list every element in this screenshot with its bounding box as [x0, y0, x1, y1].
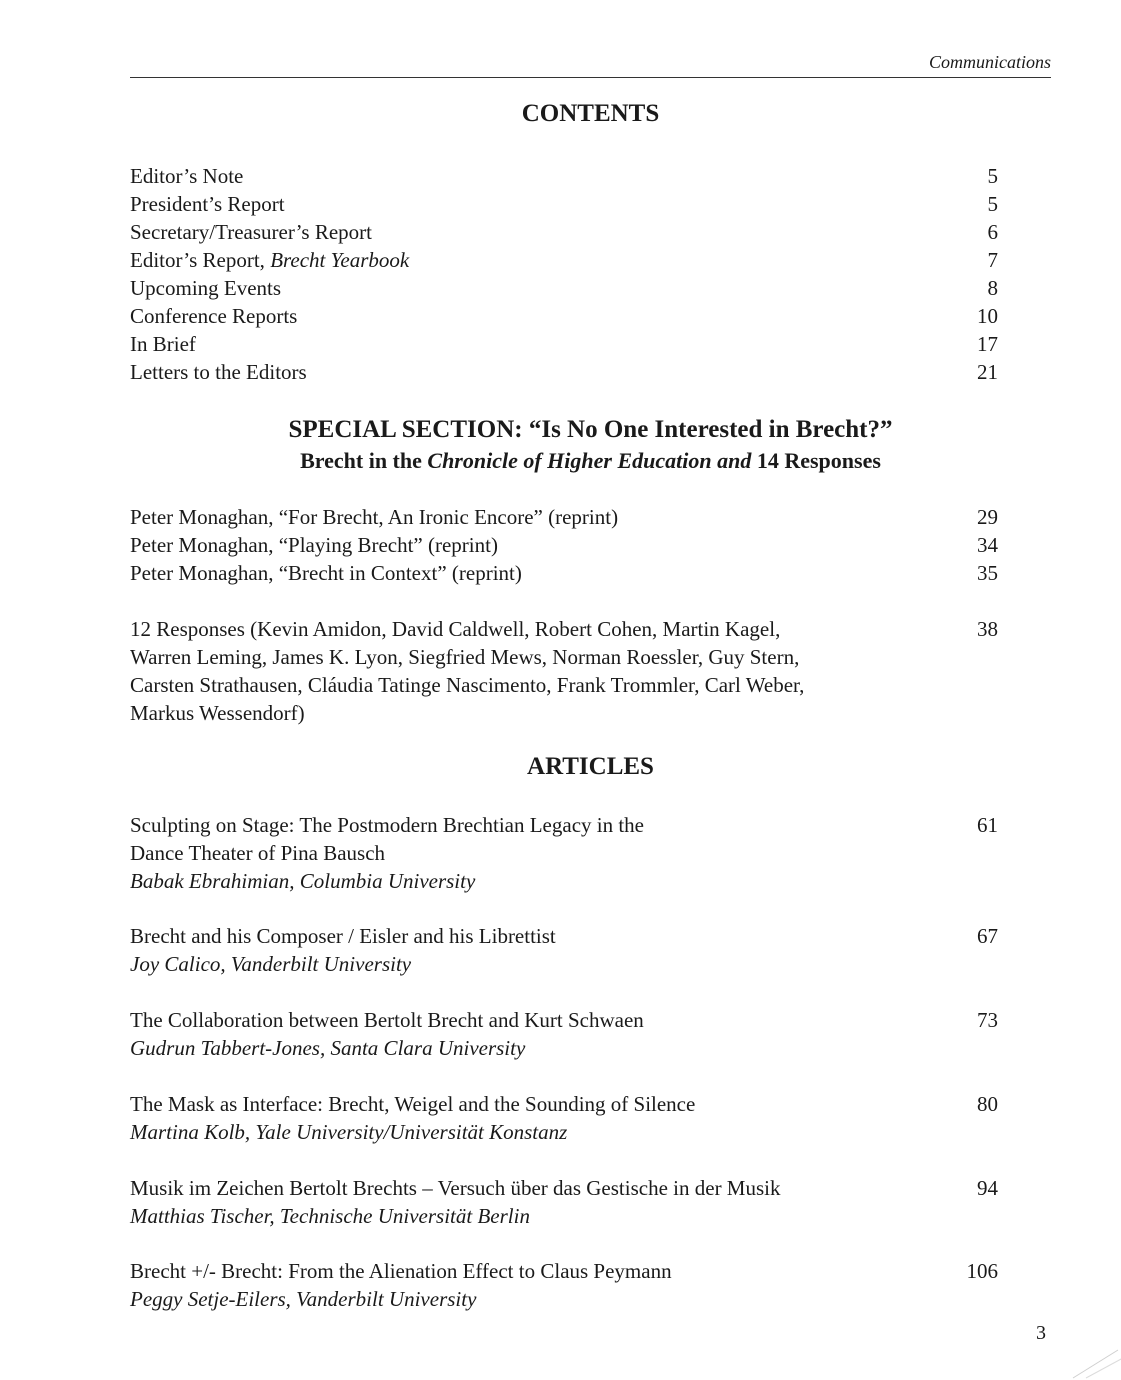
articles-heading: ARTICLES: [527, 753, 654, 780]
toc-entry-title: Conference Reports: [130, 304, 298, 328]
toc-entry-page: 6: [987, 220, 998, 244]
toc-entry-page: 10: [977, 304, 998, 328]
toc-entry[interactable]: [130, 330, 998, 358]
article-entry[interactable]: [130, 1174, 998, 1230]
page-number: 3: [1036, 1322, 1046, 1344]
special-section-title: SPECIAL SECTION: “Is No One Interested in Brecht?”: [288, 416, 893, 443]
toc-entry-title: Upcoming Events: [130, 276, 282, 300]
article-title-line: The Mask as Interface: Brecht, Weigel and the Sounding of Silence: [130, 1092, 696, 1116]
toc-entry[interactable]: [130, 358, 998, 386]
toc-entry[interactable]: [130, 190, 998, 218]
article-author: Babak Ebrahimian, Columbia University: [130, 869, 476, 893]
toc-entry-page: 21: [977, 360, 998, 384]
toc-entry-page: 8: [987, 276, 998, 300]
article-title-line: Sculpting on Stage: The Postmodern Brechtian Legacy in the: [130, 813, 645, 837]
article-title-line: Brecht +/- Brecht: From the Alienation Effect to Claus Peymann: [130, 1259, 672, 1283]
toc-entry-page: 5: [987, 192, 998, 216]
article-page: 67: [977, 924, 998, 948]
article-author: Joy Calico, Vanderbilt University: [130, 952, 412, 976]
toc-entry[interactable]: [130, 531, 998, 559]
toc-entry-page: 17: [977, 332, 998, 356]
toc-entry-title-italic: Brecht Yearbook: [270, 248, 410, 272]
special-sub-part2: 14 Responses: [751, 448, 881, 473]
contents-heading: CONTENTS: [521, 100, 660, 127]
article-author: Peggy Setje-Eilers, Vanderbilt University: [130, 1287, 477, 1311]
toc-entry[interactable]: [130, 274, 998, 302]
toc-entry-title: Editor’s Note: [130, 164, 244, 188]
article-entry[interactable]: [130, 811, 998, 895]
toc-entry[interactable]: [130, 246, 998, 274]
article-author: Matthias Tischer, Technische Universität Berlin: [130, 1204, 530, 1228]
article-title-line: Brecht and his Composer / Eisler and his Librettist: [130, 924, 556, 948]
article-entry[interactable]: [130, 1090, 998, 1146]
toc-entry-responses[interactable]: [130, 615, 998, 727]
toc-entry-page: 34: [977, 533, 998, 557]
toc-entry-title: President’s Report: [130, 192, 285, 216]
responses-line: 12 Responses (Kevin Amidon, David Caldwell, Robert Cohen, Martin Kagel,: [130, 617, 781, 641]
toc-entry[interactable]: [130, 559, 998, 587]
responses-line: Carsten Strathausen, Cláudia Tatinge Nascimento, Frank Trommler, Carl Weber,: [130, 673, 805, 697]
article-title-line: The Collaboration between Bertolt Brecht and Kurt Schwaen: [130, 1008, 644, 1032]
toc-entry[interactable]: [130, 162, 998, 190]
article-entry[interactable]: [130, 922, 998, 978]
article-page: 73: [977, 1008, 998, 1032]
header-rule: [130, 77, 1051, 78]
toc-entry-page: 38: [977, 617, 998, 641]
toc-entry-page: 29: [977, 505, 998, 529]
toc-entry-title: Peter Monaghan, “Brecht in Context” (reprint): [130, 561, 522, 585]
article-page: 106: [966, 1259, 998, 1283]
article-title-line: Dance Theater of Pina Bausch: [130, 841, 386, 865]
toc-entry-page: 7: [987, 248, 998, 272]
article-page: 61: [977, 813, 998, 837]
toc-entry-title-prefix: Editor’s Report,: [130, 248, 271, 272]
toc-entry-title: Secretary/Treasurer’s Report: [130, 220, 373, 244]
special-sub-italic: Chronicle of Higher Education and: [427, 448, 752, 473]
special-sub-part1: Brecht in the: [300, 448, 428, 473]
toc-entry-title: Peter Monaghan, “Playing Brecht” (reprint): [130, 533, 498, 557]
responses-line: Warren Leming, James K. Lyon, Siegfried Mews, Norman Roessler, Guy Stern,: [130, 645, 800, 669]
article-entry[interactable]: [130, 1257, 998, 1313]
article-entry[interactable]: [130, 1006, 998, 1062]
toc-entry[interactable]: [130, 503, 998, 531]
special-section-subtitle: [130, 448, 1051, 474]
toc-entry-page: 5: [987, 164, 998, 188]
toc-entry-title: Letters to the Editors: [130, 360, 307, 384]
toc-entry-title: [130, 246, 998, 274]
article-title-line: Musik im Zeichen Bertolt Brechts – Versuch über das Gestische in der Musik: [130, 1176, 781, 1200]
article-page: 94: [977, 1176, 998, 1200]
running-head: Communications: [928, 52, 1051, 72]
article-author: Gudrun Tabbert-Jones, Santa Clara University: [130, 1036, 526, 1060]
page-curl-mark: [1068, 1340, 1121, 1380]
toc-entry-page: 35: [977, 561, 998, 585]
toc-entry-title: Peter Monaghan, “For Brecht, An Ironic Encore” (reprint): [130, 505, 619, 529]
article-author: Martina Kolb, Yale University/Universität Konstanz: [130, 1120, 568, 1144]
responses-line: Markus Wessendorf): [130, 701, 305, 725]
toc-entry[interactable]: [130, 302, 998, 330]
toc-entry-title: In Brief: [130, 332, 196, 356]
article-page: 80: [977, 1092, 998, 1116]
toc-entry[interactable]: [130, 218, 998, 246]
